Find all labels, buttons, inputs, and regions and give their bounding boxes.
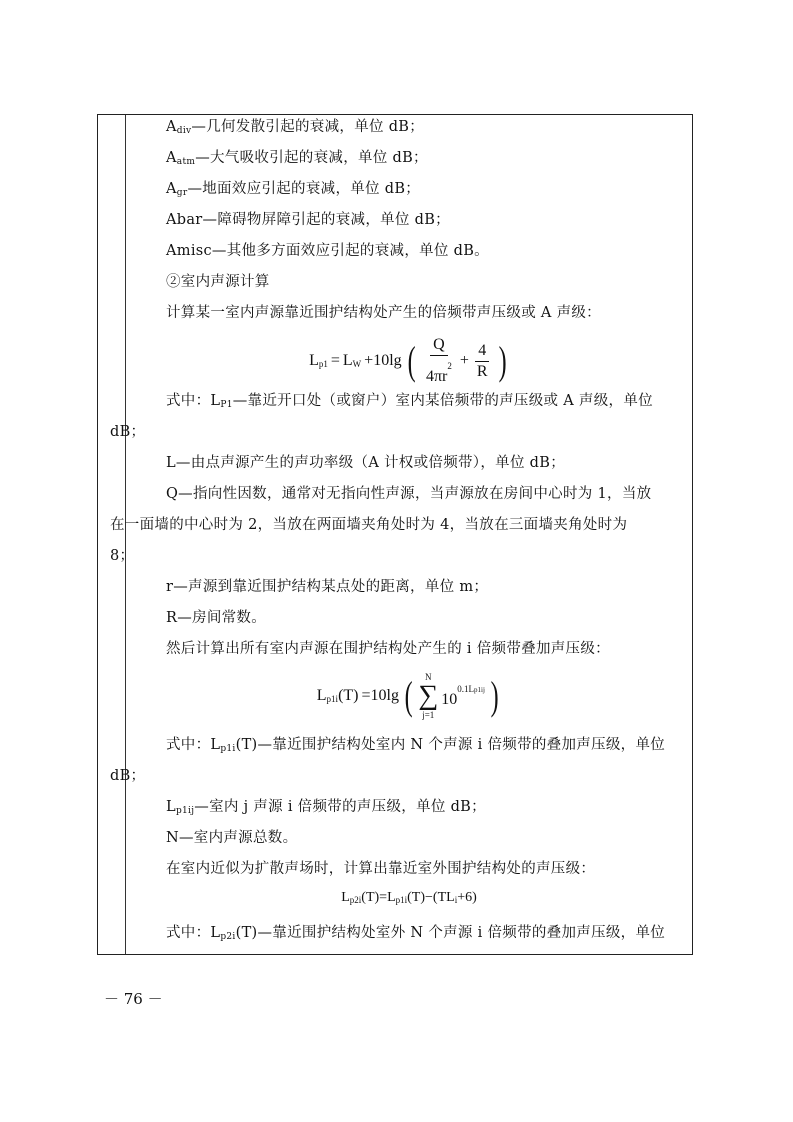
where-lp2i: 式中：$L_{p2i}(T)—$靠近围护结构处室外 N 个声源 i 倍频带的叠加声压级，单位 [166, 925, 666, 942]
where-lp1i-cont: dB； [110, 768, 146, 784]
agr-definition: $A_{gr}—$地面效应引起的衰减，单位 dB； [166, 181, 421, 198]
formula-lp1i: $L_{p1i}(T)$ =10lg ( N ∑ j=1 $10^{0.1Lp1ij}$ ) [316, 672, 499, 720]
q-definition-3: 8； [110, 548, 135, 564]
aatm-definition: $A_{atm}—$大气吸收引起的衰减，单位 dB； [166, 150, 428, 167]
r-definition: r—声源到靠近围护结构某点处的距离，单位 m； [166, 579, 489, 595]
abar-definition: Abar—障碍物屏障引起的衰减，单位 dB； [166, 212, 450, 228]
content-table [97, 114, 693, 955]
q-definition-1: Q—指向性因数，通常对无指向性声源，当声源放在房间中心时为 1，当放 [166, 486, 652, 502]
amisc-definition: Amisc—其他多方面效应引起的衰减，单位 dB。 [166, 243, 489, 259]
n-definition: N—室内声源总数。 [166, 830, 298, 846]
intro-text-2: 然后计算出所有室内声源在围护结构处产生的 i 倍频带叠加声压级： [166, 641, 610, 657]
where-lp1i: 式中：$L_{p1i}(T)—$靠近围护结构处室内 N 个声源 i 倍频带的叠加声压级，单位 [166, 737, 666, 754]
room-constant-definition: R—房间常数。 [166, 610, 267, 626]
formula-lp2i: $L_{p2i}(T)=L_{p1i}(T)-(TL_i+6)$ [341, 890, 477, 905]
intro-text-3: 在室内近似为扩散声场时，计算出靠近室外围护结构处的声压级： [166, 861, 596, 877]
page-number: － 76 － [104, 990, 163, 1008]
l-definition: L—由点声源产生的声功率级（A 计权或倍频带），单位 dB； [166, 455, 566, 471]
adiv-definition: $A_{div}—$几何发散引起的衰减，单位 dB； [166, 119, 425, 136]
where-lp1: 式中：$L_{P1}—$靠近开口处（或窗户）室内某倍频带的声压级或 A 声级，单位 [166, 393, 653, 410]
q-definition-2: 在一面墙的中心时为 2，当放在两面墙夹角处时为 4，当放在三面墙夹角处时为 [110, 517, 628, 533]
intro-text-1: 计算某一室内声源靠近围护结构处产生的倍频带声压级或 A 声级： [166, 305, 601, 321]
formula-lp1: $L_{p1}$ = $L_W$ +10lg ( $\frac{Q}{4\pi r^2}$ + $\frac{4}{R}$ ) [309, 336, 507, 385]
where-lp1-cont: dB； [110, 424, 146, 440]
section-heading: ②室内声源计算 [166, 274, 270, 290]
lp1ij-definition: $L_{p1ij}—$室内 j 声源 i 倍频带的声压级，单位 dB； [166, 799, 486, 816]
